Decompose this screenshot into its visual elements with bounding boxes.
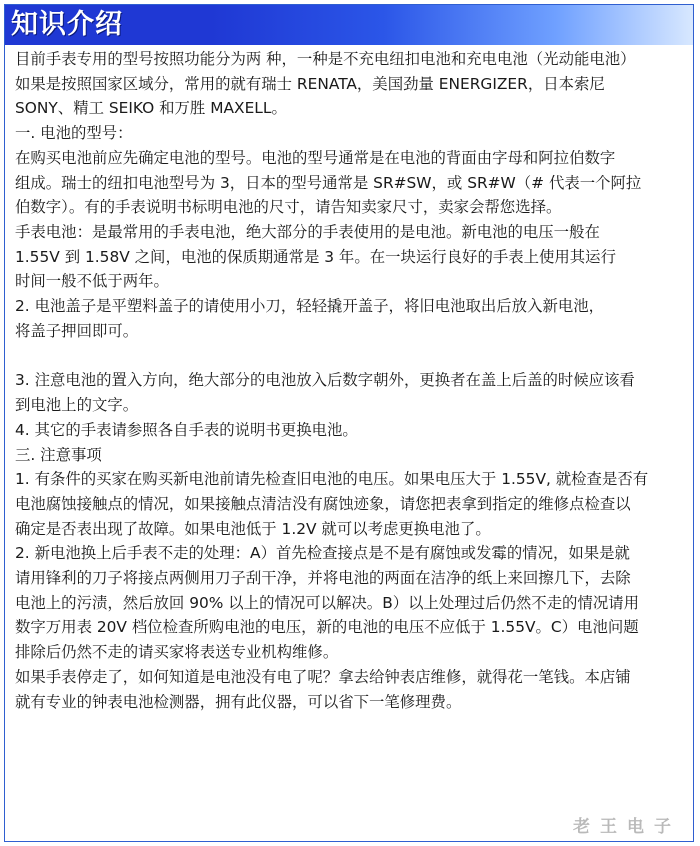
blank-line [15, 343, 689, 368]
text-line: 组成。瑞士的纽扣电池型号为 3，日本的型号通常是 SR#SW，或 SR#W（# 代表一个阿拉 [15, 173, 642, 192]
section-heading: 一. 电池的型号： [15, 124, 133, 143]
info-panel [4, 4, 694, 842]
text-line: 排除后仍然不走的请买家将表送专业机构维修。 [15, 643, 339, 662]
text-line: 3. 注意电池的置入方向，绝大部分的电池放入后数字朝外，更换者在盖上后盖的时候应该看 [15, 371, 635, 390]
text-line: 确定是否表出现了故障。如果电池低于 1.2V 就可以考虑更换电池了。 [15, 519, 491, 538]
text-line: 在购买电池前应先确定电池的型号。电池的型号通常是在电池的背面由字母和阿拉伯数字 [15, 148, 616, 167]
text-line: 请用锋利的刀子将接点两侧用刀子刮干净，并将电池的两面在洁净的纸上来回擦几下，去除 [15, 569, 631, 588]
text-line: 2. 电池盖子是平塑料盖子的请使用小刀，轻轻撬开盖子，将旧电池取出后放入新电池， [15, 297, 605, 316]
text-line: 如果是按照国家区域分，常用的就有瑞士 RENATA，美国劲量 ENERGIZER，日本索尼 [15, 74, 605, 93]
text-line: 如果手表停走了，如何知道是电池没有电了呢？拿去给钟表店维修，就得花一笔钱。本店铺 [15, 667, 631, 686]
text-line: 目前手表专用的型号按照功能分为两 种，一种是不充电纽扣电池和充电电池（光动能电池） [15, 50, 636, 68]
text-line: 手表电池：是最常用的手表电池，绝大部分的手表使用的是电池。新电池的电压一般在 [15, 222, 600, 241]
text-line: 电池上的污渍，然后放回 90% 以上的情况可以解决。B）以上处理过后仍然不走的情况请用 [15, 593, 640, 612]
text-line: 时间一般不低于两年。 [15, 272, 169, 291]
text-line: 2. 新电池换上后手表不走的处理：A）首先检查接点是不是有腐蚀或发霉的情况，如果是就 [15, 544, 630, 563]
text-line: 1.55V 到 1.58V 之间，电池的保质期通常是 3 年。在一块运行良好的手表上使用其运行 [15, 247, 616, 266]
section-heading: 三. 注意事项 [15, 445, 102, 464]
page-title: 知识介绍 [11, 9, 123, 40]
text-line: SONY、精工 SEIKO 和万胜 MAXELL。 [15, 99, 287, 118]
text-line: 电池腐蚀接触点的情况，如果接触点清洁没有腐蚀迹象，请您把表拿到指定的维修点检查以 [15, 494, 631, 513]
article-body [15, 47, 689, 714]
text-line: 到电池上的文字。 [15, 396, 139, 415]
watermark-text: 老王电子 [573, 817, 681, 837]
text-line: 4. 其它的手表请参照各自手表的说明书更换电池。 [15, 420, 358, 439]
text-line: 伯数字）。有的手表说明书标明电池的尺寸，请告知卖家尺寸，卖家会帮您选择。 [15, 198, 562, 217]
text-line: 1. 有条件的买家在购买新电池前请先检查旧电池的电压。如果电压大于 1.55V, 就检查是否有 [15, 470, 649, 489]
text-line: 数字万用表 20V 档位检查所购电池的电压，新的电池的电压不应低于 1.55V。C）电池问题 [15, 618, 639, 637]
text-line: 将盖子押回即可。 [15, 321, 139, 340]
header-banner [5, 5, 693, 45]
text-line: 就有专业的钟表电池检测器，拥有此仪器，可以省下一笔修理费。 [15, 692, 462, 711]
